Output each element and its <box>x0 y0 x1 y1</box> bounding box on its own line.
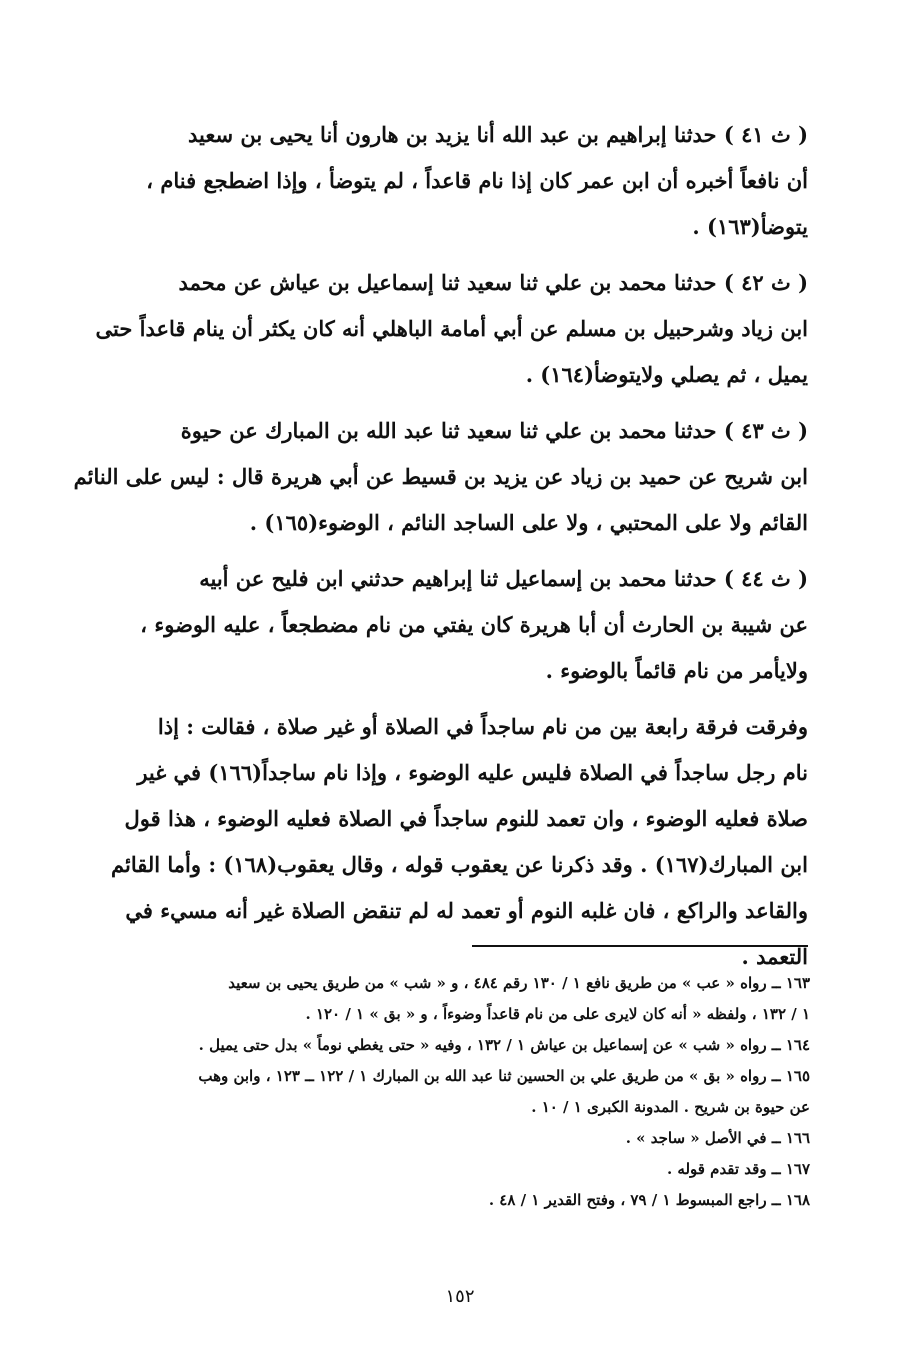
text-line: نام رجل ساجداً في الصلاة فليس عليه الوضوء ، وإذا نام ساجداً(١٦٦) في غير <box>137 760 808 785</box>
text-line: وفرقت فرقة رابعة بين من نام ساجداً في الصلاة أو غير صلاة ، فقالت : إذا <box>157 714 808 739</box>
footnote-line: ١٦٨ ــ راجع المبسوط ١ / ٧٩ ، وفتح القدير ١ / ٤٨ . <box>488 1191 810 1209</box>
footnote-line: ١ / ١٣٢ ، ولفظه « أنه كان لايرى على من نام قاعداً وضوءاً ، و « بق » ١ / ١٢٠ . <box>305 1005 810 1023</box>
paragraph-athar-43 <box>73 408 808 546</box>
text-line: يتوضأ(١٦٣) . <box>692 214 808 239</box>
paragraph-athar-41 <box>138 112 808 250</box>
footnote-line: ١٦٧ ــ وقد تقدم قوله . <box>666 1160 810 1178</box>
text-line: ( ث ٤٢ ) حدثنا محمد بن علي ثنا سعيد ثنا إسماعيل بن عياش عن محمد <box>178 270 808 295</box>
text-line: ابن زياد وشرحبيل بن مسلم عن أبي أمامة الباهلي أنه كان يكثر أن ينام قاعداً حتى <box>95 316 808 341</box>
main-text <box>73 112 808 990</box>
text-line: صلاة فعليه الوضوء ، وان تعمد للنوم ساجداً في الصلاة فعليه الوضوء ، هذا قول <box>124 806 808 831</box>
footnote-line: ١٦٣ ــ رواه « عب » من طريق نافع ١ / ١٣٠ رقم ٤٨٤ ، و « شب » من طريق يحيى بن سعيد <box>228 974 810 992</box>
footnote-line: ١٦٦ ــ في الأصل « ساجد » . <box>625 1129 810 1147</box>
text-line: يميل ، ثم يصلي ولايتوضأ(١٦٤) . <box>525 362 808 387</box>
text-line: ( ث ٤١ ) حدثنا إبراهيم بن عبد الله أنا يزيد بن هارون أنا يحيى بن سعيد <box>187 122 808 147</box>
footnotes <box>138 968 810 1216</box>
paragraph-athar-42 <box>95 260 808 398</box>
text-line: عن شيبة بن الحارث أن أبا هريرة كان يفتي من نام مضطجعاً ، عليه الوضوء ، <box>140 612 808 637</box>
text-line: ابن المبارك(١٦٧) . وقد ذكرنا عن يعقوب قوله ، وقال يعقوب(١٦٨) : وأما القائم <box>111 852 808 877</box>
footnote-line: عن حيوة بن شريح . المدونة الكبرى ١ / ١٠ . <box>531 1098 810 1116</box>
text-line: القائم ولا على المحتبي ، ولا على الساجد النائم ، الوضوء(١٦٥) . <box>249 510 808 535</box>
paragraph-fourth-group <box>111 704 808 980</box>
text-line: ( ث ٤٤ ) حدثنا محمد بن إسماعيل ثنا إبراهيم حدثني ابن فليح عن أبيه <box>199 566 808 591</box>
paragraph-athar-44 <box>138 556 808 694</box>
page-number: ١٥٢ <box>445 1286 475 1307</box>
text-line: ابن شريح عن حميد بن زياد عن يزيد بن قسيط عن أبي هريرة قال : ليس على النائم <box>73 464 808 489</box>
footnote-line: ١٦٤ ــ رواه « شب » عن إسماعيل بن عياش ١ / ١٣٢ ، وفيه « حتى يغطي نوماً » بدل حتى يميل . <box>198 1036 810 1054</box>
text-line: أن نافعاً أخبره أن ابن عمر كان إذا نام قاعداً ، لم يتوضأ ، وإذا اضطجع فنام ، <box>146 168 808 193</box>
text-line: ( ث ٤٣ ) حدثنا محمد بن علي ثنا سعيد ثنا عبد الله بن المبارك عن حيوة <box>180 418 808 443</box>
footnote-divider <box>472 945 808 947</box>
text-line: ولايأمر من نام قائماً بالوضوء . <box>545 658 808 683</box>
footnote-line: ١٦٥ ــ رواه « بق » من طريق علي بن الحسين ثنا عبد الله بن المبارك ١ / ١٢٢ ــ ١٢٣ ، وابن وهب <box>198 1067 810 1085</box>
text-line: والقاعد والراكع ، فان غلبه النوم أو تعمد له لم تنقض الصلاة غير أنه مسيء في <box>125 898 808 923</box>
text-line: التعمد . <box>741 944 808 969</box>
